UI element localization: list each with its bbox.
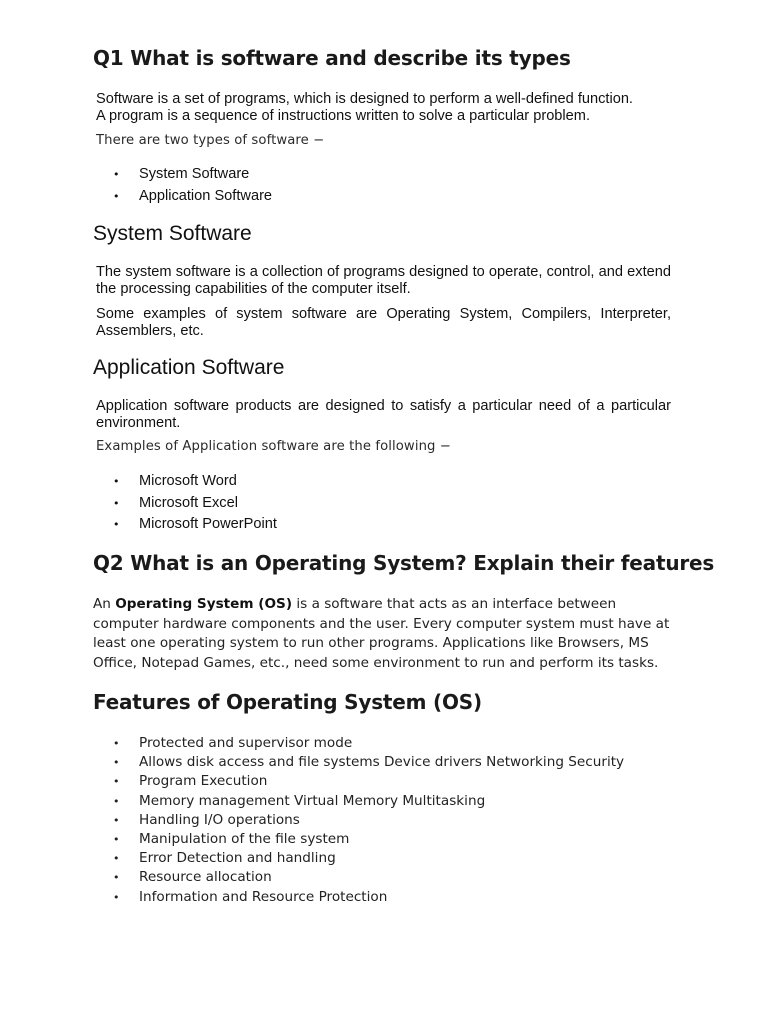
list-item-feature: • Memory management Virtual Memory Multitasking xyxy=(93,792,624,811)
software-types-list xyxy=(93,164,272,207)
list-item-feature: • Information and Resource Protection xyxy=(93,888,624,907)
list-item-application-software: • Application Software xyxy=(93,186,272,208)
q1-heading: Q1 What is software and describe its types xyxy=(93,46,571,70)
list-item-feature: • Program Execution xyxy=(93,772,624,791)
q1-intro-line-1: Software is a set of programs, which is designed to perform a well-defined function. xyxy=(96,91,633,107)
list-item-microsoft-powerpoint: • Microsoft PowerPoint xyxy=(93,514,277,536)
list-item-microsoft-excel: • Microsoft Excel xyxy=(93,493,277,515)
os-definition-text: is a software that acts as an interface between computer hardware components and the user. Every computer system must have at least one operating system to run other programs. Applications like Browsers, MS Office, Notepad Games, etc., need some environment to run and perform its tasks. xyxy=(93,596,670,671)
list-item-feature: • Manipulation of the file system xyxy=(93,830,624,849)
list-item-feature: • Error Detection and handling xyxy=(93,849,624,868)
list-item-microsoft-word: • Microsoft Word xyxy=(93,471,277,493)
q1-intro-paragraph xyxy=(96,91,671,125)
q2-heading: Q2 What is an Operating System? Explain their features xyxy=(93,551,715,575)
list-item-system-software: • System Software xyxy=(93,164,272,186)
system-software-paragraph-1: The system software is a collection of programs designed to operate, control, and extend the processing capabilities of the computer itself. xyxy=(96,264,671,297)
application-examples-list xyxy=(93,471,277,536)
software-types-lead: There are two types of software − xyxy=(96,133,325,148)
application-software-paragraph: Application software products are designed to satisfy a particular need of a particular environment. xyxy=(96,398,671,431)
application-software-heading: Application Software xyxy=(93,356,285,379)
features-heading: Features of Operating System (OS) xyxy=(93,690,482,714)
os-definition-prefix: An xyxy=(93,596,116,612)
os-definition-paragraph xyxy=(93,595,683,673)
list-item-feature: • Resource allocation xyxy=(93,868,624,887)
os-term-bold: Operating System (OS) xyxy=(115,596,293,612)
q1-intro-line-2: A program is a sequence of instructions written to solve a particular problem. xyxy=(96,108,590,124)
application-examples-lead: Examples of Application software are the following − xyxy=(96,439,451,454)
list-item-feature: • Handling I/O operations xyxy=(93,811,624,830)
list-item-feature: • Allows disk access and file systems Device drivers Networking Security xyxy=(93,753,624,772)
features-list xyxy=(93,734,624,907)
system-software-heading: System Software xyxy=(93,222,252,245)
list-item-feature: • Protected and supervisor mode xyxy=(93,734,624,753)
system-software-paragraph-2: Some examples of system software are Operating System, Compilers, Interpreter, Assemblers, etc. xyxy=(96,306,671,339)
